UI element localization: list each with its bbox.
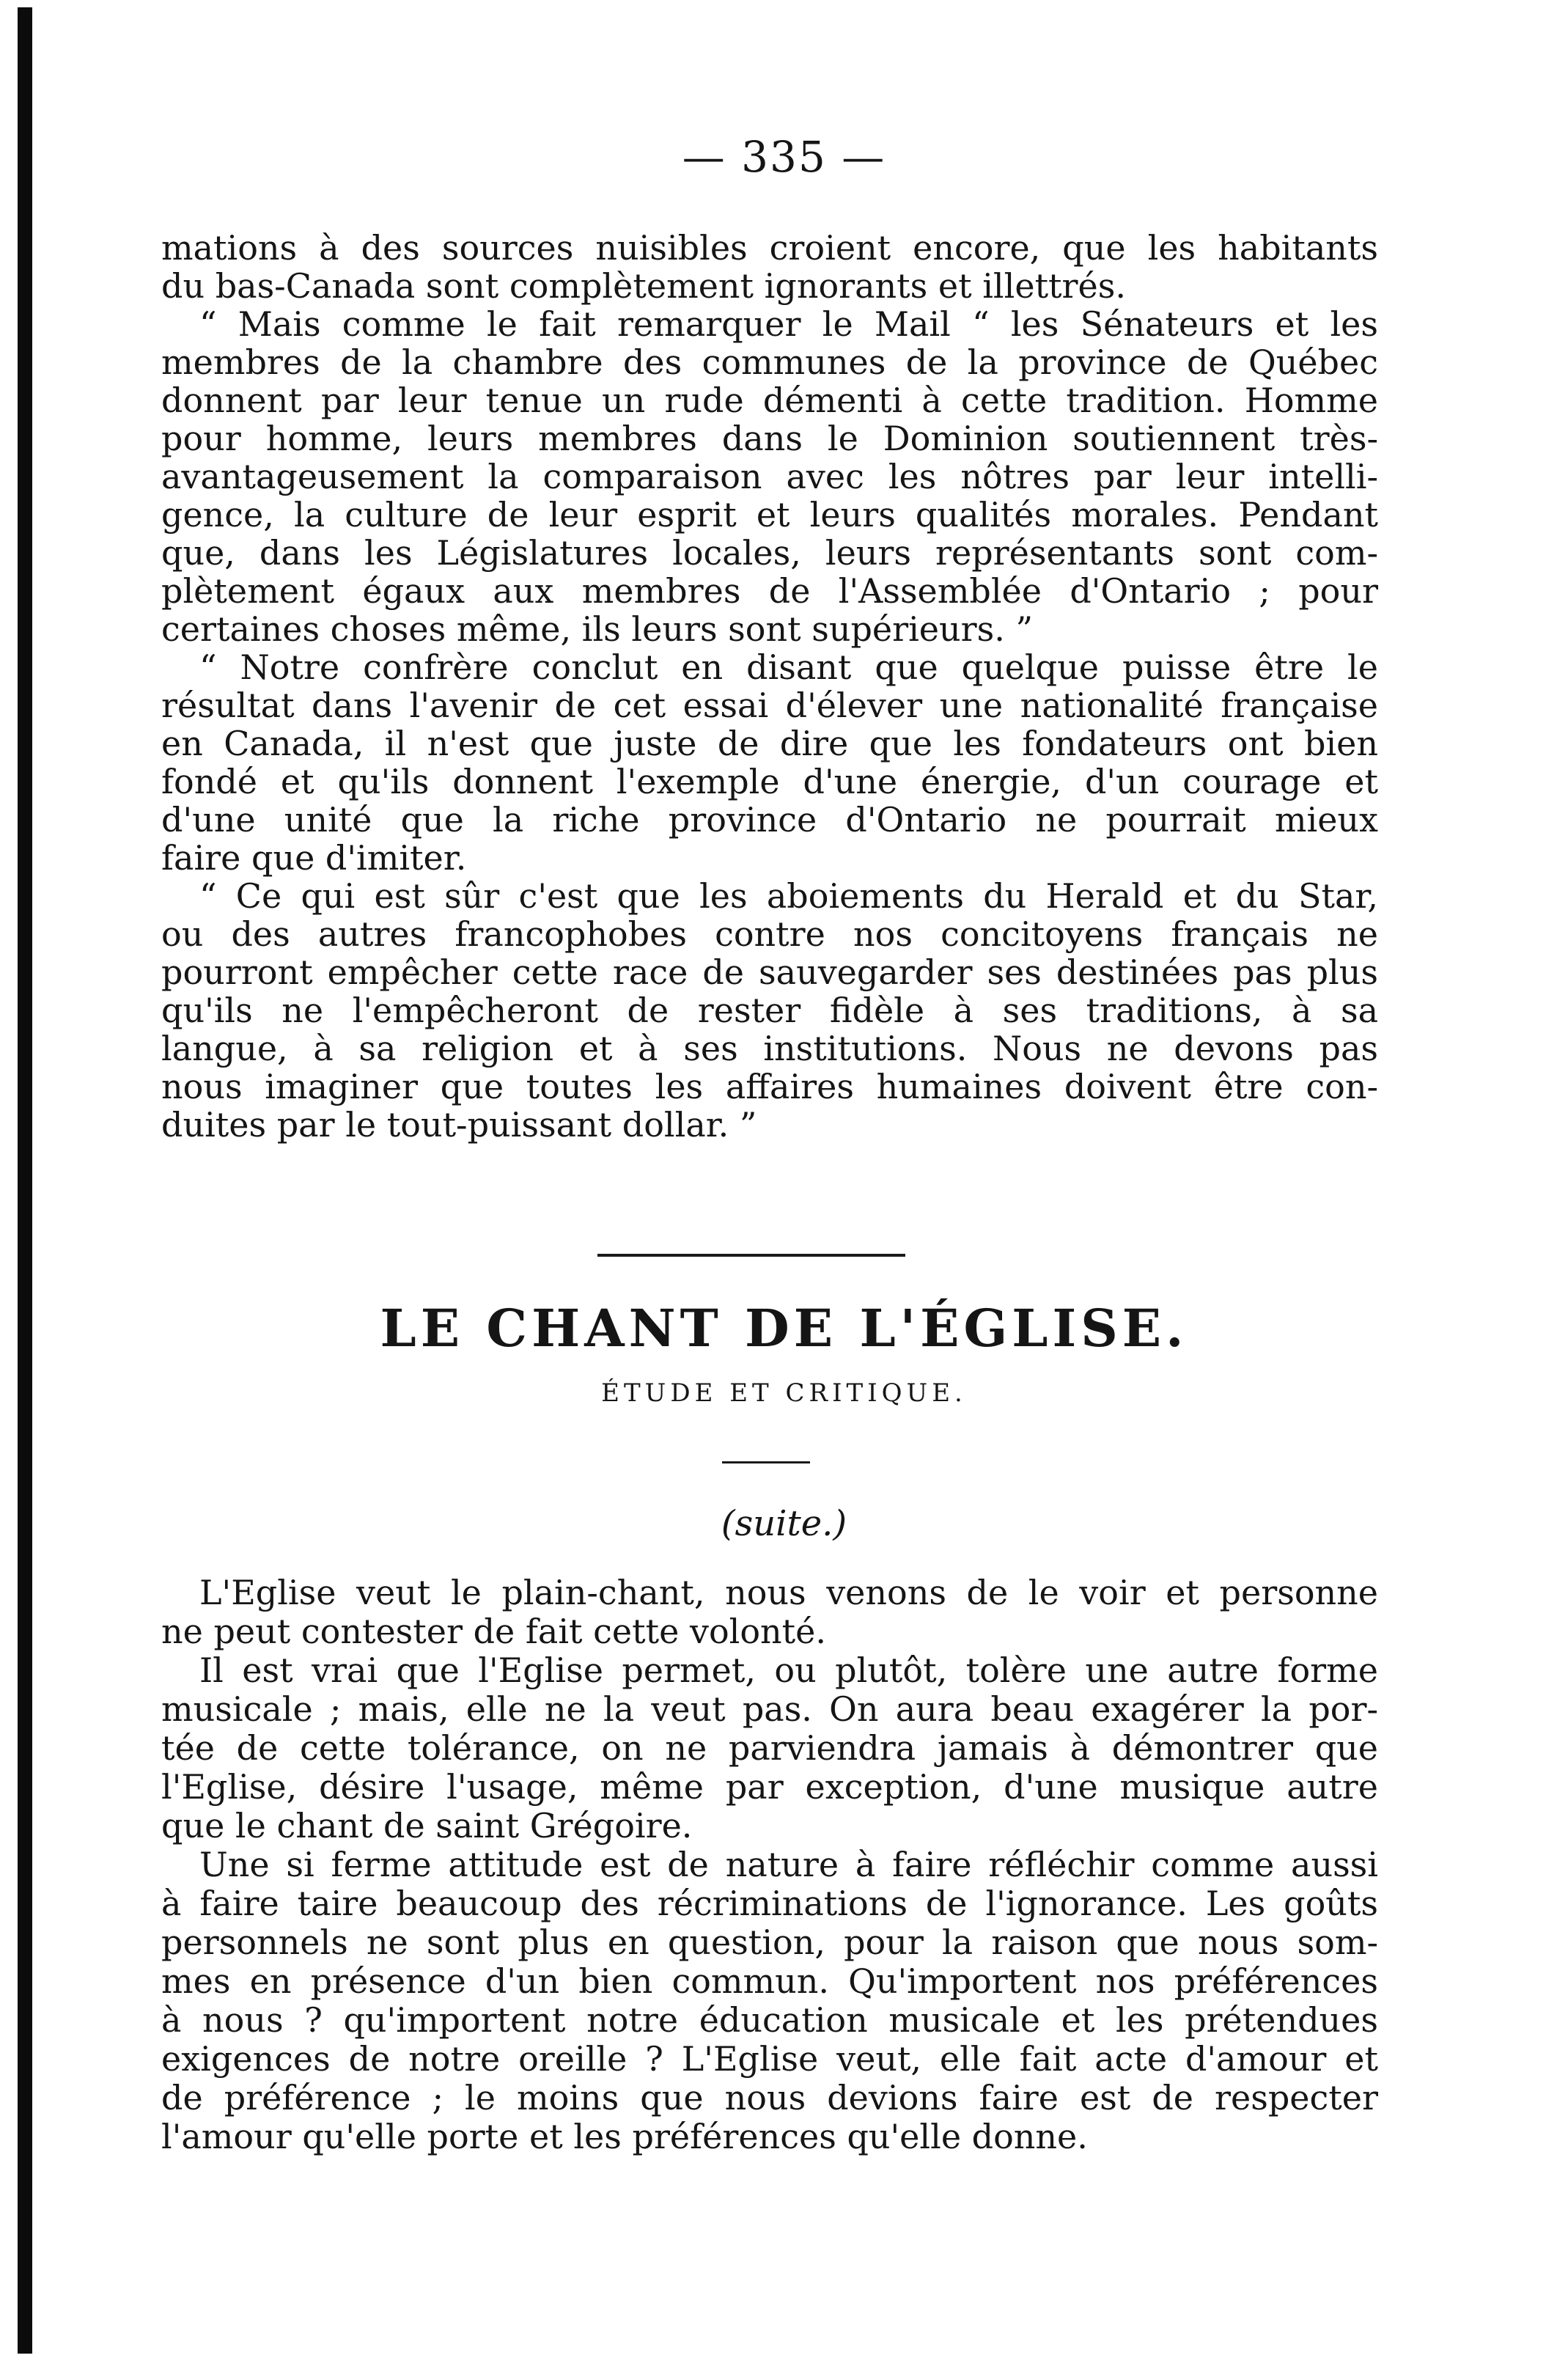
text-line: gence, la culture de leur esprit et leurs qualités morales. Pendant [161, 495, 1378, 535]
text-line: Une si ferme attitude est de nature à faire réfléchir comme aussi [199, 1845, 1378, 1884]
text-line: l'amour qu'elle porte et les préférences qu'elle donne. [161, 2117, 1088, 2156]
page-number: — 335 — [682, 132, 886, 182]
text-line: du bas-Canada sont complètement ignorants et illettrés. [161, 266, 1126, 306]
continuation-note: (suite.) [721, 1503, 847, 1544]
text-line: plètement égaux aux membres de l'Assemblée d'Ontario ; pour [161, 571, 1378, 611]
text-line: “ Ce qui est sûr c'est que les aboiements du Herald et du Star, [199, 876, 1378, 916]
text-line: ne peut contester de fait cette volonté. [161, 1612, 826, 1651]
text-line: pour homme, leurs membres dans le Dominion soutiennent très- [161, 419, 1378, 458]
text-line: en Canada, il n'est que juste de dire que les fondateurs ont bien [161, 724, 1378, 763]
text-line: résultat dans l'avenir de cet essai d'élever une nationalité française [161, 686, 1378, 725]
text-line: L'Eglise veut le plain-chant, nous venons de le voir et personne [199, 1573, 1378, 1612]
text-line: à nous ? qu'importent notre éducation musicale et les prétendues [161, 2000, 1378, 2040]
section-title: LE CHANT DE L'ÉGLISE. [380, 1298, 1188, 1359]
short-divider [722, 1461, 810, 1463]
section-divider [597, 1254, 905, 1257]
text-line: pourront empêcher cette race de sauvegarder ses destinées pas plus [161, 952, 1378, 992]
section-subtitle: ÉTUDE ET CRITIQUE. [601, 1378, 967, 1408]
text-line: avantageusement la comparaison avec les nôtres par leur intelli- [161, 457, 1378, 496]
text-line: mes en présence d'un bien commun. Qu'importent nos préférences [161, 1961, 1378, 2001]
text-line: qu'ils ne l'empêcheront de rester fidèle à ses traditions, à sa [161, 991, 1378, 1030]
text-line: “ Notre confrère conclut en disant que quelque puisse être le [199, 647, 1378, 687]
article-text-body [161, 1573, 1378, 2156]
text-line: d'une unité que la riche province d'Ontario ne pourrait mieux [161, 800, 1378, 840]
left-binding-edge [18, 7, 32, 2354]
text-line: personnels ne sont plus en question, pour la raison que nous som- [161, 1922, 1378, 1962]
article-text-continued [161, 229, 1378, 1144]
text-line: mations à des sources nuisibles croient encore, que les habitants [161, 228, 1378, 268]
text-line: donnent par leur tenue un rude démenti à cette tradition. Homme [161, 381, 1378, 420]
text-line: Il est vrai que l'Eglise permet, ou plutôt, tolère une autre forme [199, 1650, 1378, 1690]
text-line: membres de la chambre des communes de la province de Québec [161, 342, 1378, 382]
text-line: musicale ; mais, elle ne la veut pas. On aura beau exagérer la por- [161, 1689, 1378, 1729]
text-line: exigences de notre oreille ? L'Eglise veut, elle fait acte d'amour et [161, 2039, 1378, 2079]
text-line: l'Eglise, désire l'usage, même par exception, d'une musique autre [161, 1767, 1378, 1807]
text-line: faire que d'imiter. [161, 838, 467, 878]
text-line: ou des autres francophobes contre nos concitoyens français ne [161, 914, 1378, 954]
text-line: fondé et qu'ils donnent l'exemple d'une énergie, d'un courage et [161, 762, 1378, 801]
text-line: nous imaginer que toutes les affaires humaines doivent être con- [161, 1067, 1378, 1106]
text-line: duites par le tout-puissant dollar. ” [161, 1105, 757, 1145]
text-line: “ Mais comme le fait remarquer le Mail “ les Sénateurs et les [199, 304, 1378, 344]
text-line: tée de cette tolérance, on ne parviendra jamais à démontrer que [161, 1728, 1378, 1768]
text-line: que le chant de saint Grégoire. [161, 1806, 693, 1845]
text-line: de préférence ; le moins que nous devions faire est de respecter [161, 2078, 1378, 2118]
text-line: que, dans les Législatures locales, leurs représentants sont com- [161, 533, 1378, 573]
text-line: à faire taire beaucoup des récriminations de l'ignorance. Les goûts [161, 1884, 1378, 1923]
text-line: certaines choses même, ils leurs sont supérieurs. ” [161, 609, 1034, 649]
text-line: langue, à sa religion et à ses institutions. Nous ne devons pas [161, 1029, 1378, 1068]
